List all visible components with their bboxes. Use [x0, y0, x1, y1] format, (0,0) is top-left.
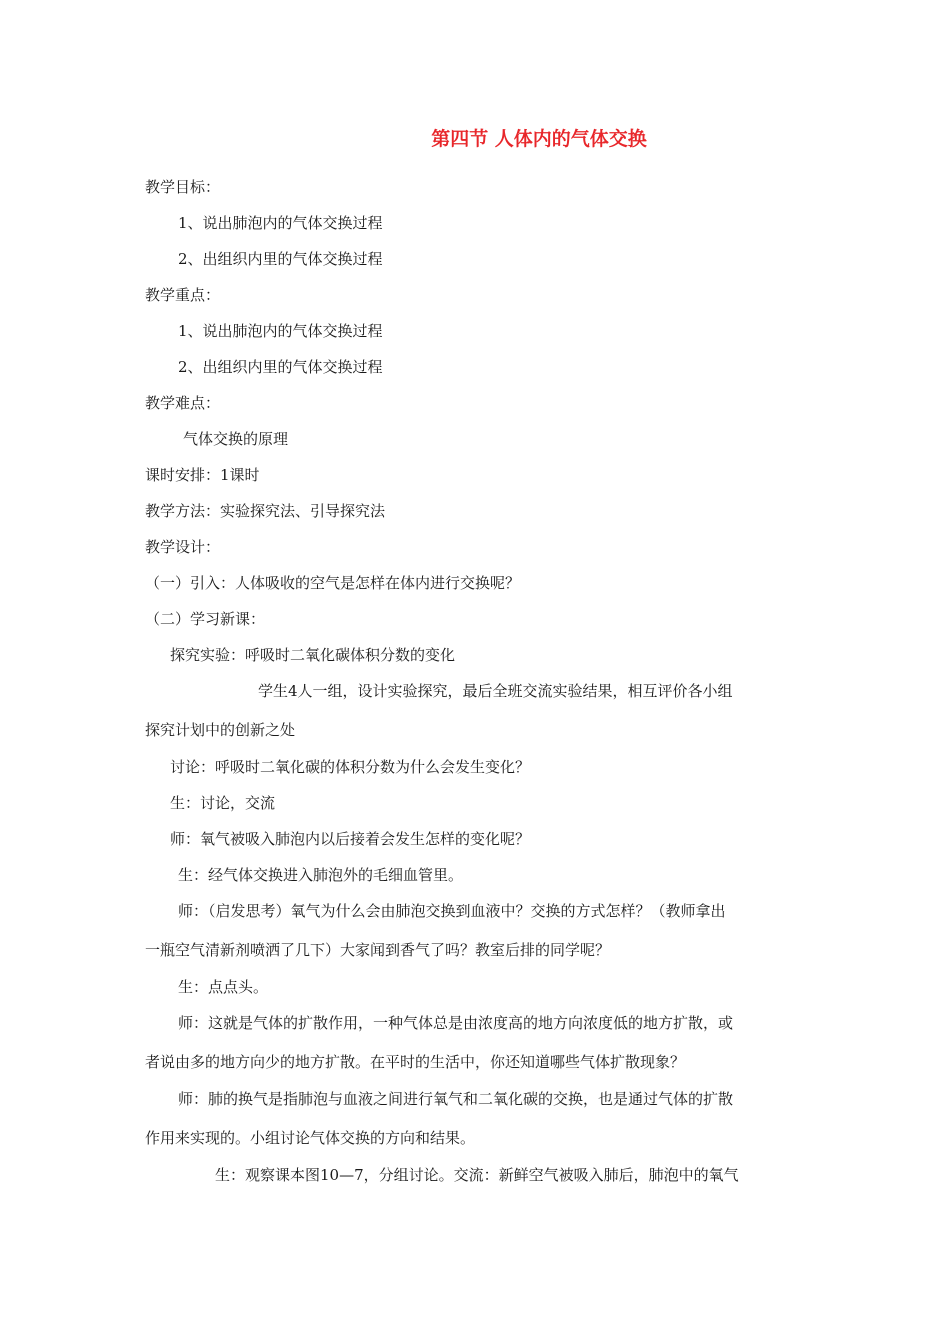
page-title: 第四节 人体内的气体交换 — [431, 128, 647, 150]
paragraph-line: 生：观察课本图10—7，分组讨论。交流：新鲜空气被吸入肺后，肺泡中的氧气 — [215, 1166, 739, 1184]
paragraph-line: 探究实验：呼吸时二氧化碳体积分数的变化 — [170, 646, 456, 664]
section-heading-key-points: 教学重点： — [145, 286, 221, 304]
paragraph-line: 生：讨论，交流 — [170, 794, 276, 812]
schedule-line: 课时安排：1课时 — [145, 466, 260, 484]
list-item: 2、出组织内里的气体交换过程 — [178, 358, 383, 376]
list-item: 气体交换的原理 — [183, 430, 289, 448]
paragraph-line: （二）学习新课： — [145, 610, 266, 628]
paragraph-line: 探究计划中的创新之处 — [145, 721, 296, 739]
section-heading-objectives: 教学目标： — [145, 178, 221, 196]
paragraph-line: 师：这就是气体的扩散作用，一种气体总是由浓度高的地方向浓度低的地方扩散，或 — [178, 1014, 734, 1032]
paragraph-line: 学生4人一组，设计实验探究，最后全班交流实验结果，相互评价各小组 — [258, 682, 733, 700]
section-heading-difficulties: 教学难点： — [145, 394, 221, 412]
paragraph-line: 讨论：呼吸时二氧化碳的体积分数为什么会发生变化？ — [170, 758, 531, 776]
paragraph-line: （一）引入：人体吸收的空气是怎样在体内进行交换呢？ — [145, 574, 521, 592]
paragraph-line: 一瓶空气清新剂喷洒了几下）大家闻到香气了吗？教室后排的同学呢？ — [145, 941, 611, 959]
paragraph-line: 作用来实现的。小组讨论气体交换的方向和结果。 — [145, 1129, 476, 1147]
list-item: 1、说出肺泡内的气体交换过程 — [178, 322, 383, 340]
paragraph-line: 生：点点头。 — [178, 978, 269, 996]
method-line: 教学方法：实验探究法、引导探究法 — [145, 502, 386, 520]
paragraph-line: 生：经气体交换进入肺泡外的毛细血管里。 — [178, 866, 464, 884]
section-heading-design: 教学设计： — [145, 538, 221, 556]
paragraph-line: 者说由多的地方向少的地方扩散。在平时的生活中，你还知道哪些气体扩散现象？ — [145, 1053, 686, 1071]
list-item: 1、说出肺泡内的气体交换过程 — [178, 214, 383, 232]
paragraph-line: 师：氧气被吸入肺泡内以后接着会发生怎样的变化呢？ — [170, 830, 531, 848]
paragraph-line: 师：肺的换气是指肺泡与血液之间进行氧气和二氧化碳的交换，也是通过气体的扩散 — [178, 1090, 734, 1108]
paragraph-line: 师：（启发思考）氧气为什么会由肺泡交换到血液中？交换的方式怎样？（教师拿出 — [178, 902, 726, 920]
list-item: 2、出组织内里的气体交换过程 — [178, 250, 383, 268]
